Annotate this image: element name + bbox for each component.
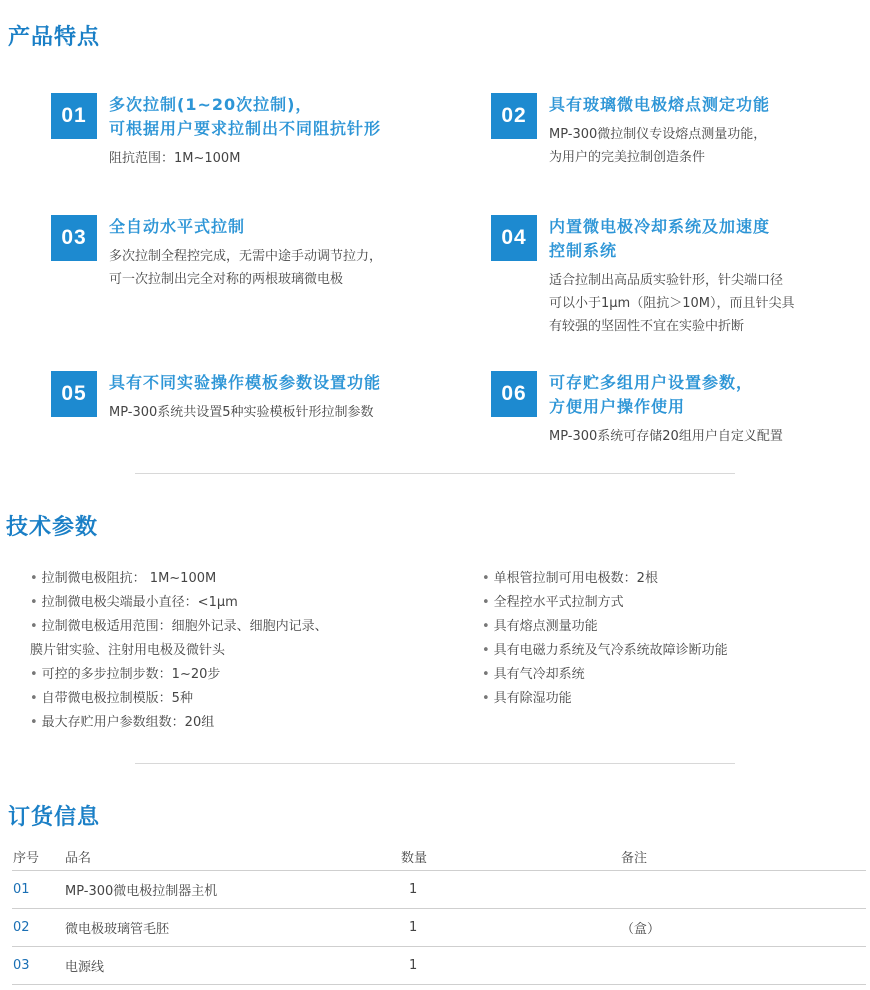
table-row (12, 909, 866, 947)
row-no: 01 (12, 871, 64, 909)
feature-title (109, 371, 441, 395)
section-divider (135, 763, 735, 764)
feature-number-badge: 05 (51, 371, 97, 417)
feature-title-line: 控制系统 (549, 241, 618, 260)
row-name: 微电极玻璃管毛胚 (64, 909, 401, 947)
feature-desc-line: 可一次拉制出完全对称的两根玻璃微电极 (109, 272, 344, 287)
feature-title-line: 具有不同实验操作模板参数设置功能 (109, 373, 382, 392)
feature-title-line: 可存贮多组用户设置参数， (549, 373, 754, 392)
spec-item: • 单根管拉制可用电极数：2根 (482, 567, 728, 591)
feature-item-01 (51, 93, 441, 170)
row-remark (620, 871, 866, 909)
feature-desc-line: 可以小于1μm（阻抗＞10M），而且针尖具 (549, 296, 795, 311)
feature-title (109, 93, 441, 141)
header-qty: 数量 (401, 842, 620, 871)
feature-item-05 (51, 371, 441, 424)
table-row (12, 871, 866, 909)
specs-list-left (30, 567, 328, 735)
feature-description (109, 147, 441, 170)
row-no: 03 (12, 947, 64, 985)
feature-desc-line: MP-300系统可存储20组用户自定义配置 (549, 429, 783, 444)
header-remark: 备注 (620, 842, 866, 871)
feature-title-line: 内置微电极冷却系统及加速度 (549, 217, 771, 236)
row-name: 电源线 (64, 947, 401, 985)
feature-desc-line: MP-300微拉制仪专设熔点测量功能， (549, 127, 767, 142)
spec-item: • 具有熔点测量功能 (482, 615, 728, 639)
feature-number-badge: 02 (491, 93, 537, 139)
row-remark (620, 947, 866, 985)
feature-desc-line: MP-300系统共设置5种实验模板针形拉制参数 (109, 405, 374, 420)
feature-number-badge: 04 (491, 215, 537, 261)
feature-item-04 (491, 215, 870, 338)
spec-item: • 具有除湿功能 (482, 687, 728, 711)
feature-desc-line: 阻抗范围：1M~100M (109, 151, 241, 166)
feature-item-03 (51, 215, 441, 291)
spec-item: • 拉制微电极尖端最小直径：<1μm (30, 591, 328, 615)
row-qty: 1 (401, 871, 620, 909)
feature-title (549, 93, 870, 117)
feature-description (109, 245, 441, 291)
spec-item: • 自带微电极拉制模版：5种 (30, 687, 328, 711)
row-qty: 1 (401, 909, 620, 947)
spec-item: • 全程控水平式拉制方式 (482, 591, 728, 615)
row-no: 02 (12, 909, 64, 947)
row-remark: （盒） (620, 909, 866, 947)
table-header-row (12, 842, 866, 871)
feature-number-badge: 01 (51, 93, 97, 139)
feature-description (549, 123, 870, 169)
specs-title: 技术参数 (6, 515, 99, 540)
features-title: 产品特点 (8, 25, 101, 50)
feature-item-02 (491, 93, 870, 169)
spec-item: • 具有电磁力系统及气冷系统故障诊断功能 (482, 639, 728, 663)
header-no: 序号 (12, 842, 64, 871)
feature-title-line: 多次拉制(1~20次拉制)， (109, 95, 313, 114)
row-name: MP-300微电极拉制器主机 (64, 871, 401, 909)
spec-item-continuation: 膜片钳实验、注射用电极及微针头 (30, 643, 226, 658)
spec-item: • 拉制微电极阻抗： 1M~100M (30, 567, 328, 591)
section-divider (135, 473, 735, 474)
row-qty: 1 (401, 947, 620, 985)
feature-desc-line: 有较强的坚固性不宜在实验中折断 (549, 319, 745, 334)
spec-item: • 具有气冷却系统 (482, 663, 728, 687)
feature-title (549, 215, 870, 263)
feature-title (549, 371, 870, 419)
feature-description (549, 269, 870, 338)
feature-description (109, 401, 441, 424)
spec-item: • 最大存贮用户参数组数：20组 (30, 711, 328, 735)
spec-item: • 可控的多步拉制步数：1~20步 (30, 663, 328, 687)
feature-desc-line: 为用户的完美拉制创造条件 (549, 150, 706, 165)
order-title: 订货信息 (8, 805, 101, 830)
table-row (12, 947, 866, 985)
feature-item-06 (491, 371, 870, 448)
feature-title-line: 全自动水平式拉制 (109, 217, 246, 236)
feature-desc-line: 多次拉制全程控完成，无需中途手动调节拉力， (109, 249, 383, 264)
feature-number-badge: 06 (491, 371, 537, 417)
feature-title (109, 215, 441, 239)
specs-list-right (482, 567, 728, 711)
feature-description (549, 425, 870, 448)
spec-item: • 拉制微电极适用范围：细胞外记录、细胞内记录、 (30, 615, 328, 639)
feature-title-line: 具有玻璃微电极熔点测定功能 (549, 95, 771, 114)
feature-title-line: 可根据用户要求拉制出不同阻抗针形 (109, 119, 382, 138)
feature-desc-line: 适合拉制出高品质实验针形，针尖端口径 (549, 273, 784, 288)
order-table (12, 842, 866, 985)
header-name: 品名 (64, 842, 401, 871)
feature-title-line: 方便用户操作使用 (549, 397, 686, 416)
feature-number-badge: 03 (51, 215, 97, 261)
